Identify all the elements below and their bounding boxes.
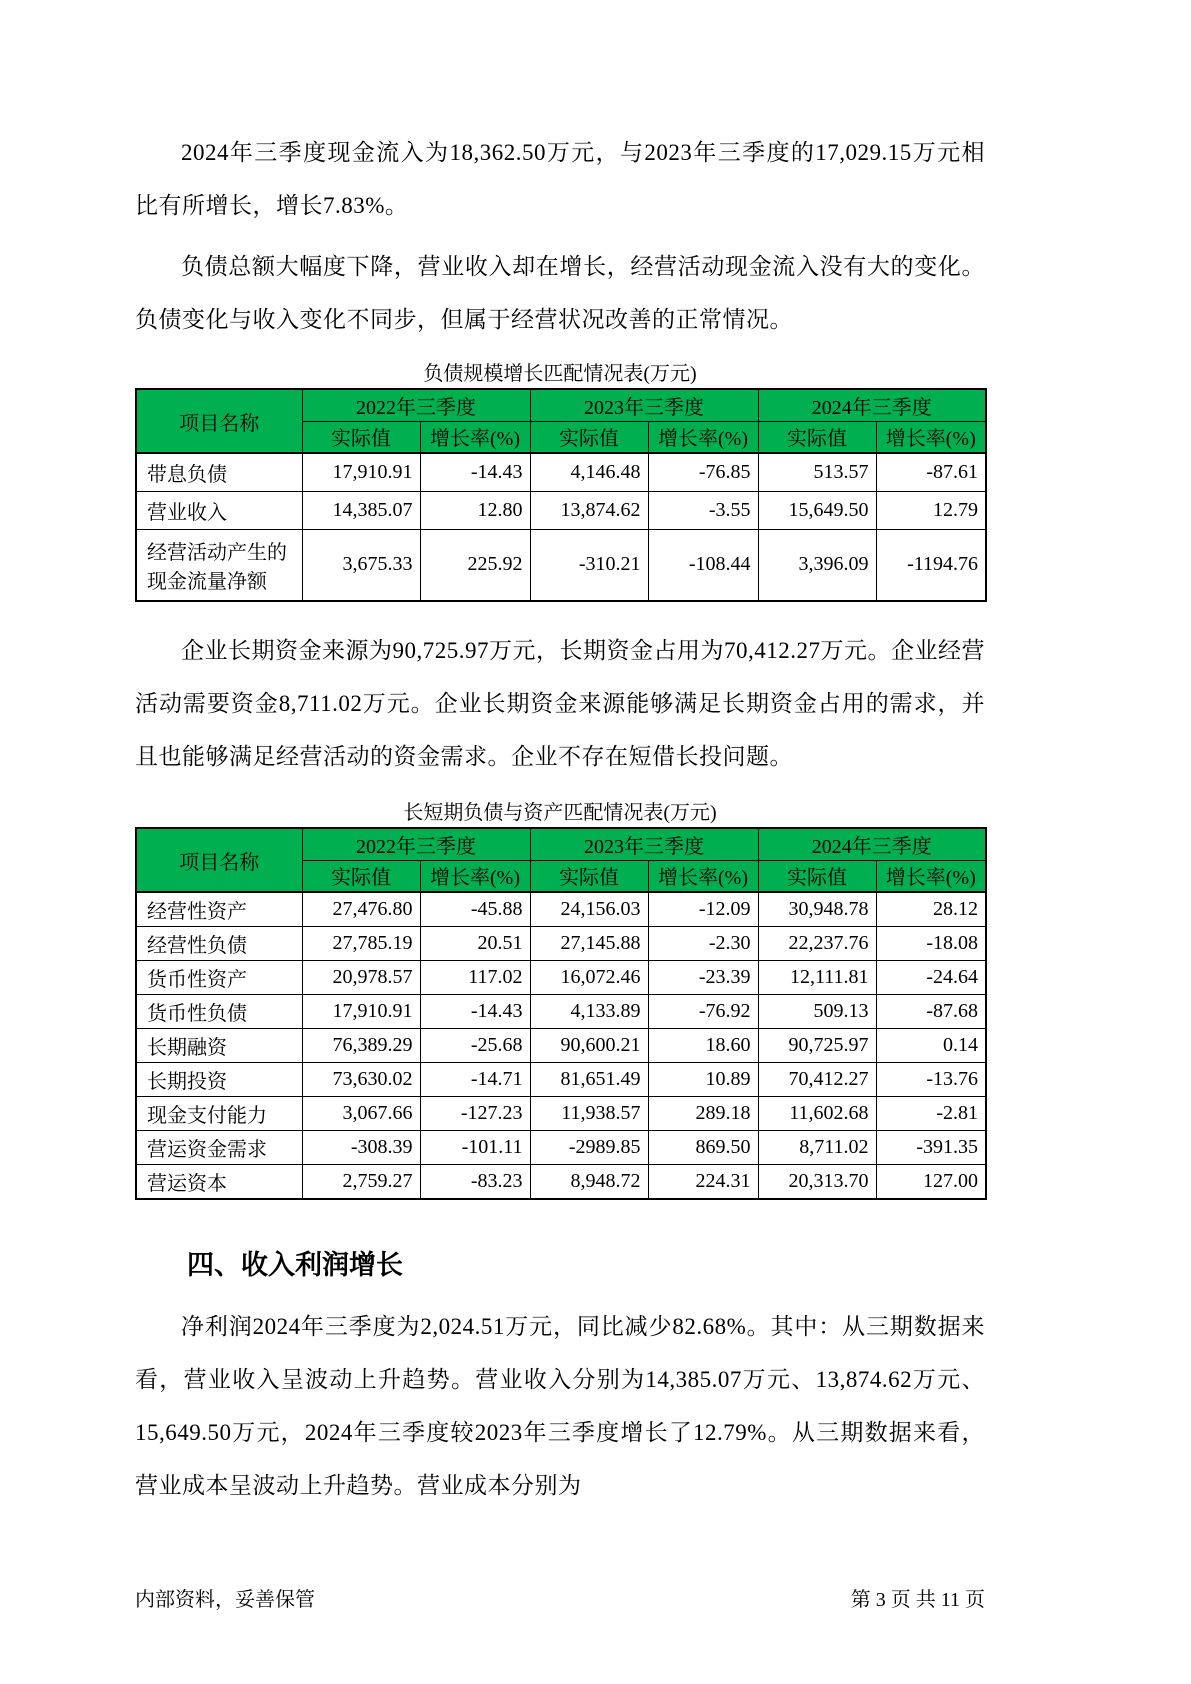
row-label-cell: 经营性资产 (136, 892, 302, 927)
value-cell: 90,600.21 (530, 1029, 648, 1063)
page-content (135, 0, 985, 1512)
paragraph-debt-change: 负债总额大幅度下降，营业收入却在增长，经营活动现金流入没有大的变化。负债变化与收入变化不同步，但属于经营状况改善的正常情况。 (135, 254, 985, 332)
value-cell: 17,910.91 (302, 453, 420, 491)
table-row (136, 961, 986, 995)
value-cell: -23.39 (648, 961, 758, 995)
value-cell: -2989.85 (530, 1131, 648, 1165)
value-cell: 4,146.48 (530, 453, 648, 491)
paragraph-net-profit: 净利润2024年三季度为2,024.51万元，同比减少82.68%。其中：从三期数据来看，营业收入呈波动上升趋势。营业收入分别为14,385.07万元、13,874.62万元、15,649.50万元，2024年三季度较2023年三季度增长了12.79%。从三期数据来看，营业成本呈波动上升趋势。营业成本分别为 (135, 1314, 985, 1498)
value-cell: 70,412.27 (758, 1063, 876, 1097)
table-row (136, 1063, 986, 1097)
period-header-cell: 2023年三季度 (530, 828, 758, 860)
row-label-cell: 长期投资 (136, 1063, 302, 1097)
table-row (136, 995, 986, 1029)
table-body (136, 453, 986, 601)
value-cell: 20,313.70 (758, 1165, 876, 1200)
value-cell: -108.44 (648, 529, 758, 601)
table-header (136, 828, 986, 892)
value-cell: 27,476.80 (302, 892, 420, 927)
sub-header-cell: 实际值 (302, 860, 420, 892)
value-cell: 20.51 (420, 927, 530, 961)
row-label-cell: 经营性负债 (136, 927, 302, 961)
value-cell: -25.68 (420, 1029, 530, 1063)
row-label-cell: 长期融资 (136, 1029, 302, 1063)
value-cell: -2.81 (876, 1097, 986, 1131)
table-block-asset-liability-match (135, 799, 985, 1200)
value-cell: -308.39 (302, 1131, 420, 1165)
value-cell: 289.18 (648, 1097, 758, 1131)
table-block-debt-scale (135, 360, 985, 602)
value-cell: -24.64 (876, 961, 986, 995)
header-row-periods (136, 828, 986, 860)
value-cell: 8,948.72 (530, 1165, 648, 1200)
table-row (136, 892, 986, 927)
value-cell: -2.30 (648, 927, 758, 961)
value-cell: 90,725.97 (758, 1029, 876, 1063)
sub-header-cell: 增长率(%) (876, 421, 986, 453)
table-row (136, 1165, 986, 1200)
period-header-cell: 2024年三季度 (758, 828, 986, 860)
value-cell: 12.79 (876, 491, 986, 529)
value-cell: 12.80 (420, 491, 530, 529)
debt-scale-growth-table (135, 388, 987, 602)
row-label-cell: 营运资金需求 (136, 1131, 302, 1165)
row-label-cell: 营业收入 (136, 491, 302, 529)
value-cell: 81,651.49 (530, 1063, 648, 1097)
header-row-periods (136, 389, 986, 421)
value-cell: 27,145.88 (530, 927, 648, 961)
table-row (136, 529, 986, 601)
value-cell: 24,156.03 (530, 892, 648, 927)
value-cell: 12,111.81 (758, 961, 876, 995)
table-row (136, 1097, 986, 1131)
value-cell: 28.12 (876, 892, 986, 927)
value-cell: -127.23 (420, 1097, 530, 1131)
value-cell: -14.43 (420, 453, 530, 491)
table-row (136, 491, 986, 529)
value-cell: 4,133.89 (530, 995, 648, 1029)
corner-header-item-name: 项目名称 (136, 828, 302, 892)
corner-header-item-name: 项目名称 (136, 389, 302, 453)
paragraph-cash-inflow: 2024年三季度现金流入为18,362.50万元，与2023年三季度的17,029.15万元相比有所增长，增长7.83%。 (135, 140, 985, 218)
table-row (136, 1131, 986, 1165)
value-cell: -87.68 (876, 995, 986, 1029)
value-cell: 3,675.33 (302, 529, 420, 601)
value-cell: -1194.76 (876, 529, 986, 601)
value-cell: 18.60 (648, 1029, 758, 1063)
value-cell: -45.88 (420, 892, 530, 927)
value-cell: -14.71 (420, 1063, 530, 1097)
table-title-asset-liability-match: 长短期负债与资产匹配情况表(万元) (403, 802, 717, 824)
value-cell: -12.09 (648, 892, 758, 927)
table-row (136, 453, 986, 491)
value-cell: -3.55 (648, 491, 758, 529)
sub-header-cell: 实际值 (530, 860, 648, 892)
value-cell: -391.35 (876, 1131, 986, 1165)
period-header-cell: 2024年三季度 (758, 389, 986, 421)
value-cell: 16,072.46 (530, 961, 648, 995)
value-cell: 2,759.27 (302, 1165, 420, 1200)
table-header (136, 389, 986, 453)
value-cell: 11,938.57 (530, 1097, 648, 1131)
sub-header-cell: 增长率(%) (648, 421, 758, 453)
sub-header-cell: 实际值 (302, 421, 420, 453)
row-label-cell: 经营活动产生的现金流量净额 (136, 529, 302, 601)
sub-header-cell: 增长率(%) (648, 860, 758, 892)
value-cell: -18.08 (876, 927, 986, 961)
value-cell: 14,385.07 (302, 491, 420, 529)
value-cell: 127.00 (876, 1165, 986, 1200)
row-label-cell: 货币性负债 (136, 995, 302, 1029)
sub-header-cell: 实际值 (758, 860, 876, 892)
value-cell: 513.57 (758, 453, 876, 491)
value-cell: 0.14 (876, 1029, 986, 1063)
sub-header-cell: 增长率(%) (876, 860, 986, 892)
value-cell: 8,711.02 (758, 1131, 876, 1165)
sub-header-cell: 增长率(%) (420, 421, 530, 453)
sub-header-cell: 实际值 (758, 421, 876, 453)
value-cell: -76.85 (648, 453, 758, 491)
value-cell: 225.92 (420, 529, 530, 601)
section-heading-income-profit-growth: 四、收入利润增长 (187, 1250, 403, 1280)
value-cell: -76.92 (648, 995, 758, 1029)
value-cell: 10.89 (648, 1063, 758, 1097)
table-row (136, 1029, 986, 1063)
sub-header-cell: 增长率(%) (420, 860, 530, 892)
value-cell: 13,874.62 (530, 491, 648, 529)
paragraph-long-term-funds: 企业长期资金来源为90,725.97万元，长期资金占用为70,412.27万元。企业经营活动需要资金8,711.02万元。企业长期资金来源能够满足长期资金占用的需求，并且也能够满足经营活动的资金需求。企业不存在短借长投问题。 (135, 638, 985, 769)
value-cell: 17,910.91 (302, 995, 420, 1029)
value-cell: -13.76 (876, 1063, 986, 1097)
value-cell: 509.13 (758, 995, 876, 1029)
value-cell: -87.61 (876, 453, 986, 491)
period-header-cell: 2022年三季度 (302, 828, 530, 860)
sub-header-cell: 实际值 (530, 421, 648, 453)
footer-confidential-note: 内部资料，妥善保管 (135, 1589, 315, 1611)
value-cell: 73,630.02 (302, 1063, 420, 1097)
footer-page-number: 第 3 页 共 11 页 (850, 1589, 985, 1611)
value-cell: 15,649.50 (758, 491, 876, 529)
table-row (136, 927, 986, 961)
page-footer (135, 1586, 985, 1614)
value-cell: 27,785.19 (302, 927, 420, 961)
value-cell: 11,602.68 (758, 1097, 876, 1131)
value-cell: 869.50 (648, 1131, 758, 1165)
value-cell: -14.43 (420, 995, 530, 1029)
value-cell: 117.02 (420, 961, 530, 995)
period-header-cell: 2023年三季度 (530, 389, 758, 421)
value-cell: 3,067.66 (302, 1097, 420, 1131)
value-cell: -101.11 (420, 1131, 530, 1165)
row-label-cell: 现金支付能力 (136, 1097, 302, 1131)
value-cell: 20,978.57 (302, 961, 420, 995)
table-title-debt-scale: 负债规模增长匹配情况表(万元) (423, 363, 697, 385)
row-label-cell: 货币性资产 (136, 961, 302, 995)
period-header-cell: 2022年三季度 (302, 389, 530, 421)
value-cell: 22,237.76 (758, 927, 876, 961)
value-cell: 224.31 (648, 1165, 758, 1200)
row-label-cell: 营运资本 (136, 1165, 302, 1200)
row-label-cell: 带息负债 (136, 453, 302, 491)
value-cell: 76,389.29 (302, 1029, 420, 1063)
value-cell: 30,948.78 (758, 892, 876, 927)
table-body (136, 892, 986, 1199)
value-cell: -83.23 (420, 1165, 530, 1200)
value-cell: 3,396.09 (758, 529, 876, 601)
asset-liability-match-table (135, 827, 987, 1200)
value-cell: -310.21 (530, 529, 648, 601)
